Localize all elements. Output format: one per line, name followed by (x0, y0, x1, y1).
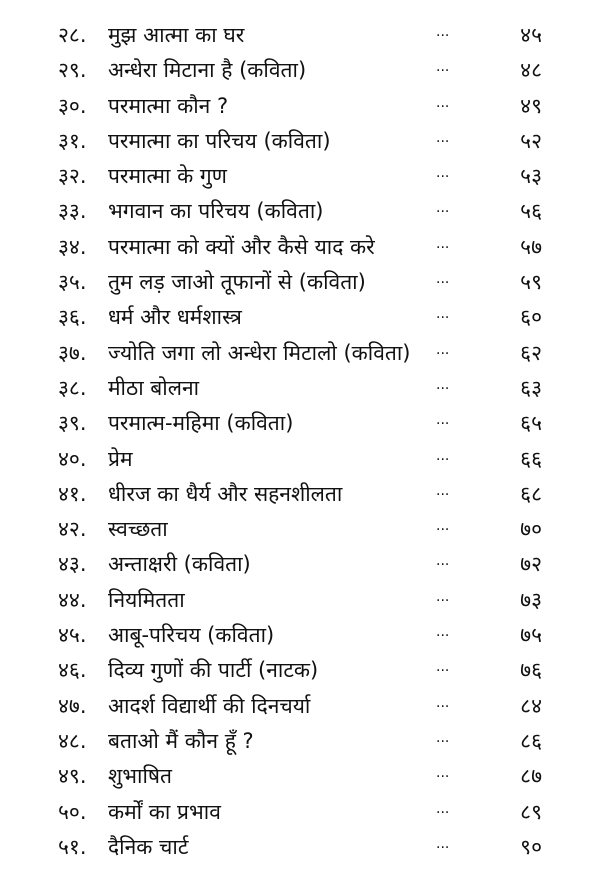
entry-page: ५६ (520, 199, 542, 224)
entry-number: ४५. (58, 623, 87, 648)
entry-title: नियमितता (108, 587, 185, 612)
entry-number: ४४. (58, 587, 87, 612)
entry-number: ३९. (58, 411, 87, 436)
dot-leader: ... (436, 235, 450, 252)
dot-leader: ... (436, 165, 450, 182)
toc-entry (0, 53, 600, 88)
entry-page: ६६ (520, 446, 542, 471)
dot-leader: ... (436, 447, 450, 464)
entry-title: कर्मों का प्रभाव (108, 799, 221, 824)
dot-leader: ... (436, 694, 450, 711)
entry-number: ३०. (58, 93, 87, 118)
entry-title: शुभाषित (108, 764, 173, 789)
toc-entry (0, 194, 600, 229)
entry-number: ४८. (58, 728, 87, 753)
entry-page: ७२ (520, 552, 542, 577)
entry-page: ८७ (520, 764, 542, 789)
dot-leader: ... (436, 765, 450, 782)
entry-title: अन्धेरा मिटाना है (कविता) (108, 58, 307, 83)
toc-entry (0, 512, 600, 547)
entry-title: परमात्मा कौन ? (108, 93, 229, 118)
toc-entry (0, 89, 600, 124)
entry-title: आदर्श विद्यार्थी की दिनचर्या (108, 693, 311, 718)
entry-page: ५७ (520, 234, 542, 259)
entry-title: परमात्मा के गुण (108, 164, 227, 189)
toc-entry (0, 442, 600, 477)
dot-leader: ... (436, 94, 450, 111)
entry-number: ४१. (58, 481, 87, 506)
dot-leader: ... (436, 200, 450, 217)
entry-page: ४५ (520, 23, 542, 47)
dot-leader: ... (436, 59, 450, 76)
entry-number: ३७. (58, 340, 87, 365)
entry-title: परमात्म-महिमा (कविता) (108, 411, 294, 436)
entry-title: धर्म और धर्मशास्त्र (108, 305, 242, 330)
dot-leader: ... (436, 271, 450, 288)
dot-leader: ... (436, 341, 450, 358)
entry-page: ६० (520, 305, 542, 330)
entry-number: ३८. (58, 375, 87, 400)
entry-page: ४९ (520, 93, 542, 118)
entry-number: ३४. (58, 234, 87, 259)
entry-page: ६८ (520, 481, 542, 506)
entry-title: दिव्य गुणों की पार्टी (नाटक) (108, 658, 319, 683)
entry-number: ४९. (58, 764, 87, 789)
entry-page: ७५ (520, 623, 542, 648)
entry-page: ४८ (520, 58, 542, 83)
entry-number: २९. (58, 58, 87, 83)
entry-number: ३६. (58, 305, 87, 330)
entry-title: परमात्मा का परिचय (कविता) (108, 128, 331, 153)
entry-number: ३२. (58, 164, 87, 189)
entry-title: दैनिक चार्ट (108, 834, 189, 859)
dot-leader: ... (436, 624, 450, 641)
entry-number: ४०. (58, 446, 87, 471)
dot-leader: ... (436, 835, 450, 852)
entry-number: ४२. (58, 517, 87, 542)
entry-number: ३१. (58, 128, 87, 153)
toc-entry (0, 336, 600, 371)
toc-entry (0, 371, 600, 406)
entry-page: ६३ (520, 375, 542, 400)
entry-number: ४७. (58, 693, 87, 718)
entry-page: ८९ (520, 799, 542, 824)
entry-page: ७० (520, 517, 542, 542)
toc-entry (0, 300, 600, 335)
entry-number: ४६. (58, 658, 87, 683)
entry-number: ४३. (58, 552, 87, 577)
toc-entry (0, 724, 600, 759)
entry-page: ९० (520, 834, 542, 859)
dot-leader: ... (436, 518, 450, 535)
dot-leader: ... (436, 24, 450, 40)
entry-title: परमात्मा को क्यों और कैसे याद करे (108, 234, 375, 259)
dot-leader: ... (436, 588, 450, 605)
table-of-contents (0, 18, 600, 865)
entry-number: ३५. (58, 270, 87, 295)
entry-title: मीठा बोलना (108, 375, 200, 400)
toc-entry (0, 653, 600, 688)
entry-page: ५३ (520, 164, 542, 189)
toc-entry (0, 795, 600, 830)
toc-entry (0, 477, 600, 512)
toc-entry (0, 265, 600, 300)
entry-page: ५२ (520, 128, 542, 153)
entry-title: आबू-परिचय (कविता) (108, 623, 275, 648)
dot-leader: ... (436, 800, 450, 817)
dot-leader: ... (436, 482, 450, 499)
dot-leader: ... (436, 376, 450, 393)
entry-title: ज्योति जगा लो अन्धेरा मिटालो (कविता) (108, 340, 411, 365)
entry-page: ६२ (520, 340, 542, 365)
toc-entry (0, 759, 600, 794)
toc-entry (0, 18, 600, 53)
entry-title: भगवान का परिचय (कविता) (108, 199, 324, 224)
entry-number: ३३. (58, 199, 87, 224)
entry-title: प्रेम (108, 446, 133, 471)
toc-entry (0, 124, 600, 159)
toc-entry (0, 618, 600, 653)
entry-page: ८६ (520, 728, 542, 753)
entry-title: स्वच्छता (108, 517, 168, 542)
dot-leader: ... (436, 306, 450, 323)
toc-entry (0, 583, 600, 618)
dot-leader: ... (436, 412, 450, 429)
dot-leader: ... (436, 659, 450, 676)
entry-page: ५९ (520, 270, 542, 295)
entry-title: बताओ मैं कौन हूँ ? (108, 728, 254, 753)
toc-entry (0, 830, 600, 865)
dot-leader: ... (436, 553, 450, 570)
toc-entry (0, 689, 600, 724)
entry-number: ५१. (58, 834, 87, 859)
toc-entry (0, 547, 600, 582)
dot-leader: ... (436, 729, 450, 746)
entry-number: ५०. (58, 799, 87, 824)
entry-page: ७३ (520, 587, 542, 612)
toc-entry (0, 159, 600, 194)
entry-number: २८. (58, 23, 87, 47)
toc-entry (0, 406, 600, 441)
entry-title: तुम लड़ जाओ तूफानों से (कविता) (108, 270, 366, 295)
dot-leader: ... (436, 129, 450, 146)
toc-entry (0, 230, 600, 265)
entry-title: धीरज का धैर्य और सहनशीलता (108, 481, 343, 506)
entry-page: ७६ (520, 658, 542, 683)
entry-title: मुझ आत्मा का घर (108, 23, 245, 47)
entry-page: ८४ (520, 693, 542, 718)
entry-page: ६५ (520, 411, 542, 436)
entry-title: अन्ताक्षरी (कविता) (108, 552, 251, 577)
